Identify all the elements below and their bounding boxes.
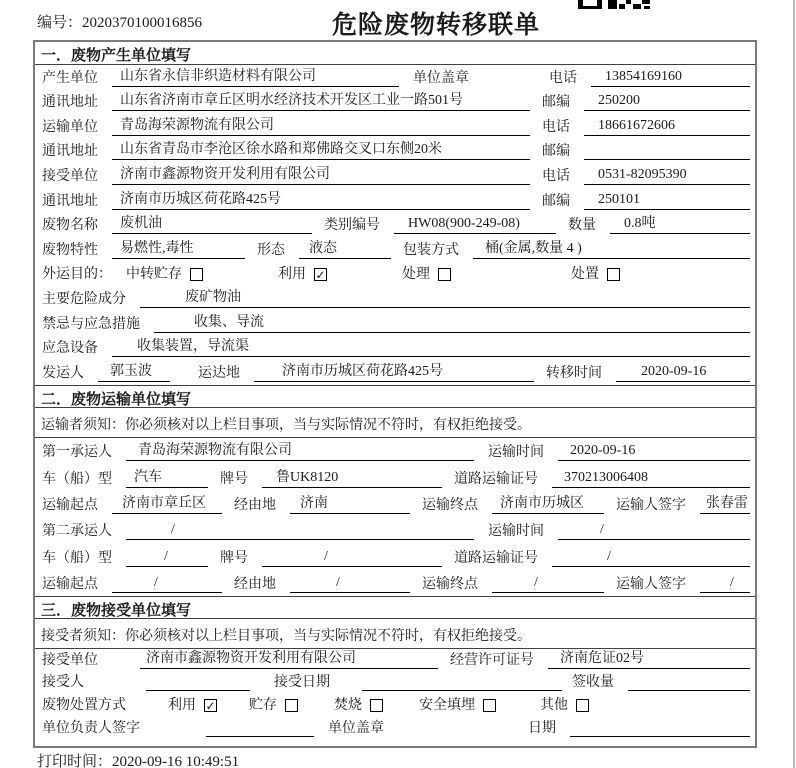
first-via-value: 济南: [290, 492, 410, 514]
taboo-measures-value: 收集、导流: [154, 311, 750, 333]
disposal-incinerate-label: 焚烧: [334, 698, 362, 714]
address-label: 通讯地址: [42, 95, 98, 111]
first-carrier-value: 青岛海荣源物流有限公司: [126, 439, 474, 461]
via-label: 经由地: [234, 577, 276, 593]
page-title: 危险废物转移联单: [332, 12, 541, 39]
carrier-signature-label: 运输人签字: [616, 497, 686, 513]
carrier-signature-label: 运输人签字: [616, 577, 686, 593]
taboo-measures-label: 禁忌与应急措施: [42, 316, 140, 332]
address-label: 通讯地址: [42, 144, 98, 160]
transport-purpose-label: 外运目的：: [42, 267, 112, 283]
dispose-checkbox: [607, 268, 620, 281]
shipper-value: 郭玉波: [98, 360, 170, 382]
waste-name-row: [35, 213, 755, 238]
receiver-zip-value: 250101: [584, 192, 750, 210]
disposal-store-label: 贮存: [249, 698, 277, 714]
serial-value: 2020370100016856: [82, 15, 203, 31]
vehicle-type-label: 车（船）型: [42, 550, 112, 566]
phone-label: 电话: [542, 168, 570, 184]
disposal-landfill-label: 安全填埋: [419, 698, 475, 714]
recipient-value: [146, 689, 250, 691]
treat-label: 处理: [402, 267, 430, 283]
waste-name-label: 废物名称: [42, 218, 98, 234]
producer-zip-value: 250200: [584, 93, 750, 111]
section2-body: [35, 438, 755, 596]
second-plate-number-value: /: [262, 549, 442, 567]
first-origin-value: 济南市章丘区: [112, 492, 222, 514]
section1-body: [35, 65, 755, 385]
transport-origin-label: 运输起点: [42, 497, 98, 513]
second-carrier-value: /: [126, 522, 474, 540]
print-time-value: 2020-09-16 10:49:51: [112, 754, 240, 768]
via-label: 经由地: [234, 497, 276, 513]
license-number-label: 经营许可证号: [450, 652, 534, 668]
vehicle-type-label: 车（船）型: [42, 471, 112, 487]
first-vehicle-row: [35, 464, 755, 490]
recipient-label: 接受人: [42, 675, 84, 691]
transfer-form-table: [33, 40, 757, 748]
second-route-row: [35, 570, 755, 596]
treat-checkbox: [438, 268, 451, 281]
accepting-unit-label: 接受单位: [42, 652, 98, 668]
second-origin-value: /: [112, 575, 222, 593]
disposal-incinerate-checkbox: [370, 699, 383, 712]
disposal-other-checkbox: [576, 699, 589, 712]
transporter-unit-label: 运输单位: [42, 119, 98, 135]
license-number-value: 济南危证02号: [548, 647, 750, 669]
dispose-label: 处置: [571, 267, 599, 283]
section1-title: 一．废物产生单位填写: [35, 42, 755, 65]
first-carrier-label: 第一承运人: [42, 445, 112, 461]
serial-number: [37, 11, 202, 32]
second-vehicle-row: [35, 543, 755, 569]
section3-notice: 接受者须知：你必须核对以上栏目事项，当与实际情况不符时，有权拒绝接受。: [35, 619, 755, 649]
manager-signature-label: 单位负责人签字: [42, 720, 140, 736]
category-code-value: HW08(900-249-08): [394, 216, 556, 234]
zip-label: 邮编: [542, 144, 570, 160]
disposal-landfill-checkbox: [483, 699, 496, 712]
road-permit-label: 道路运输证号: [454, 550, 538, 566]
receiver-unit-value: 济南市鑫源物资开发利用有限公司: [112, 163, 530, 185]
quantity-value: 0.8吨: [610, 212, 750, 234]
plate-number-label: 牌号: [220, 550, 248, 566]
address-label: 通讯地址: [42, 193, 98, 209]
first-transport-time-value: 2020-09-16: [558, 443, 750, 461]
destination-label: 运达地: [198, 365, 240, 381]
waste-character-label: 废物特性: [42, 242, 98, 258]
unit-seal-label: 单位盖章: [328, 720, 384, 736]
first-road-permit-value: 370213006408: [552, 470, 750, 488]
waste-character-row: [35, 237, 755, 262]
main-hazard-value: 废矿物油: [140, 286, 750, 308]
quantity-label: 数量: [568, 218, 596, 234]
accepting-unit-value: 济南市鑫源物资开发利用有限公司: [140, 647, 438, 669]
emergency-equipment-label: 应急设备: [42, 341, 98, 357]
receiver-unit-row: [35, 163, 755, 188]
emergency-equipment-value: 收集装置，导流渠: [112, 335, 750, 357]
print-time-label: 打印时间：: [37, 754, 113, 768]
transport-time-label: 运输时间: [488, 524, 544, 540]
reuse-label: 利用: [278, 267, 306, 283]
packing-value: 桶(金属,数量 4 ): [473, 237, 750, 259]
disposal-other-label: 其他: [540, 698, 568, 714]
producer-phone-value: 13854169160: [591, 69, 750, 87]
accepting-unit-row: [35, 649, 755, 672]
first-carrier-row: [35, 438, 755, 464]
second-via-value: /: [290, 575, 410, 593]
first-plate-number-value: 鲁UK8120: [262, 466, 442, 488]
second-end-value: /: [492, 575, 604, 593]
section2-notice: 运输者须知：你必须核对以上栏目事项，当与实际情况不符时，有权拒绝接受。: [35, 408, 755, 438]
transfer-date-value: 2020-09-16: [616, 364, 750, 382]
shipper-label: 发运人: [42, 365, 84, 381]
phone-label: 电话: [549, 70, 577, 86]
emergency-equipment-row: [35, 336, 755, 361]
first-end-value: 济南市历城区: [492, 492, 604, 514]
plate-number-label: 牌号: [220, 471, 248, 487]
disposal-method-row: [35, 694, 755, 717]
transport-end-label: 运输终点: [422, 497, 478, 513]
sign-date-label: 日期: [528, 720, 556, 736]
second-road-permit-value: /: [552, 549, 750, 567]
receive-date-label: 接受日期: [274, 675, 330, 691]
receiver-unit-label: 接受单位: [42, 168, 98, 184]
producer-address-value: 山东省济南市章丘区明水经济技术开发区工业一路501号: [112, 89, 530, 111]
first-vehicle-type-value: 汽车: [126, 466, 208, 488]
first-carrier-signature-value: 张春雷: [700, 492, 750, 514]
section2-title: 二．废物运输单位填写: [35, 385, 755, 408]
transport-end-label: 运输终点: [422, 577, 478, 593]
producer-address-row: [35, 90, 755, 115]
recipient-row: [35, 672, 755, 695]
second-vehicle-type-value: /: [126, 549, 208, 567]
receiver-address-row: [35, 188, 755, 213]
transporter-unit-value: 青岛海荣源物流有限公司: [112, 114, 530, 136]
first-route-row: [35, 491, 755, 517]
category-code-label: 类别编号: [324, 218, 380, 234]
reuse-checkbox: ✓: [315, 268, 326, 283]
transporter-zip-value: [584, 158, 750, 160]
waste-character-value: 易燃性,毒性: [112, 237, 245, 259]
transport-time-label: 运输时间: [488, 445, 544, 461]
receive-date-value: [362, 689, 562, 691]
second-transport-time-value: /: [558, 522, 750, 540]
section3-body: [35, 649, 755, 740]
transporter-phone-value: 18661672606: [584, 118, 750, 136]
transfer-store-label: 中转贮存: [126, 267, 182, 283]
second-carrier-signature-value: /: [700, 575, 750, 593]
producer-unit-label: 产生单位: [42, 70, 98, 86]
sign-date-value: [570, 735, 750, 737]
transporter-address-value: 山东省青岛市李沧区徐水路和郑佛路交叉口东侧20米: [112, 138, 530, 160]
received-quantity-label: 签收量: [572, 675, 614, 691]
received-quantity-value: [628, 689, 750, 691]
zip-label: 邮编: [542, 95, 570, 111]
receiver-address-value: 济南市历城区荷花路425号: [112, 188, 530, 210]
transfer-store-checkbox: [190, 268, 203, 281]
road-permit-label: 道路运输证号: [454, 471, 538, 487]
section3-title: 三．废物接受单位填写: [35, 596, 755, 619]
qr-code-fragment-icon: [578, 0, 650, 9]
waste-name-value: 废机油: [112, 212, 312, 234]
transporter-address-row: [35, 139, 755, 164]
zip-label: 邮编: [542, 193, 570, 209]
shipper-row: [35, 360, 755, 385]
taboo-measures-row: [35, 311, 755, 336]
transporter-unit-row: [35, 114, 755, 139]
main-hazard-row: [35, 286, 755, 311]
serial-label: 编号：: [37, 15, 83, 31]
destination-value: 济南市历城区荷花路425号: [254, 360, 534, 382]
unit-seal-label: 单位盖章: [413, 70, 469, 86]
transfer-date-label: 转移时间: [546, 365, 602, 381]
disposal-reuse-label: 利用: [168, 698, 196, 714]
page-right-edge: [793, 0, 795, 768]
producer-unit-value: 山东省永信非织造材料有限公司: [112, 65, 399, 87]
second-carrier-label: 第二承运人: [42, 524, 112, 540]
transport-origin-label: 运输起点: [42, 577, 98, 593]
receiver-phone-value: 0531-82095390: [584, 167, 750, 185]
main-hazard-label: 主要危险成分: [42, 291, 126, 307]
manager-signature-row: [35, 717, 755, 740]
print-time: [37, 750, 239, 768]
second-carrier-row: [35, 517, 755, 543]
packing-label: 包装方式: [403, 242, 459, 258]
producer-unit-row: [35, 65, 755, 90]
disposal-store-checkbox: [285, 699, 298, 712]
manager-signature-value: [206, 735, 314, 737]
form-state-label: 形态: [257, 242, 285, 258]
form-state-value: 液态: [299, 237, 391, 259]
phone-label: 电话: [542, 119, 570, 135]
disposal-method-label: 废物处置方式: [42, 698, 126, 714]
transport-purpose-row: [35, 262, 755, 287]
disposal-reuse-checkbox: ✓: [205, 699, 216, 714]
